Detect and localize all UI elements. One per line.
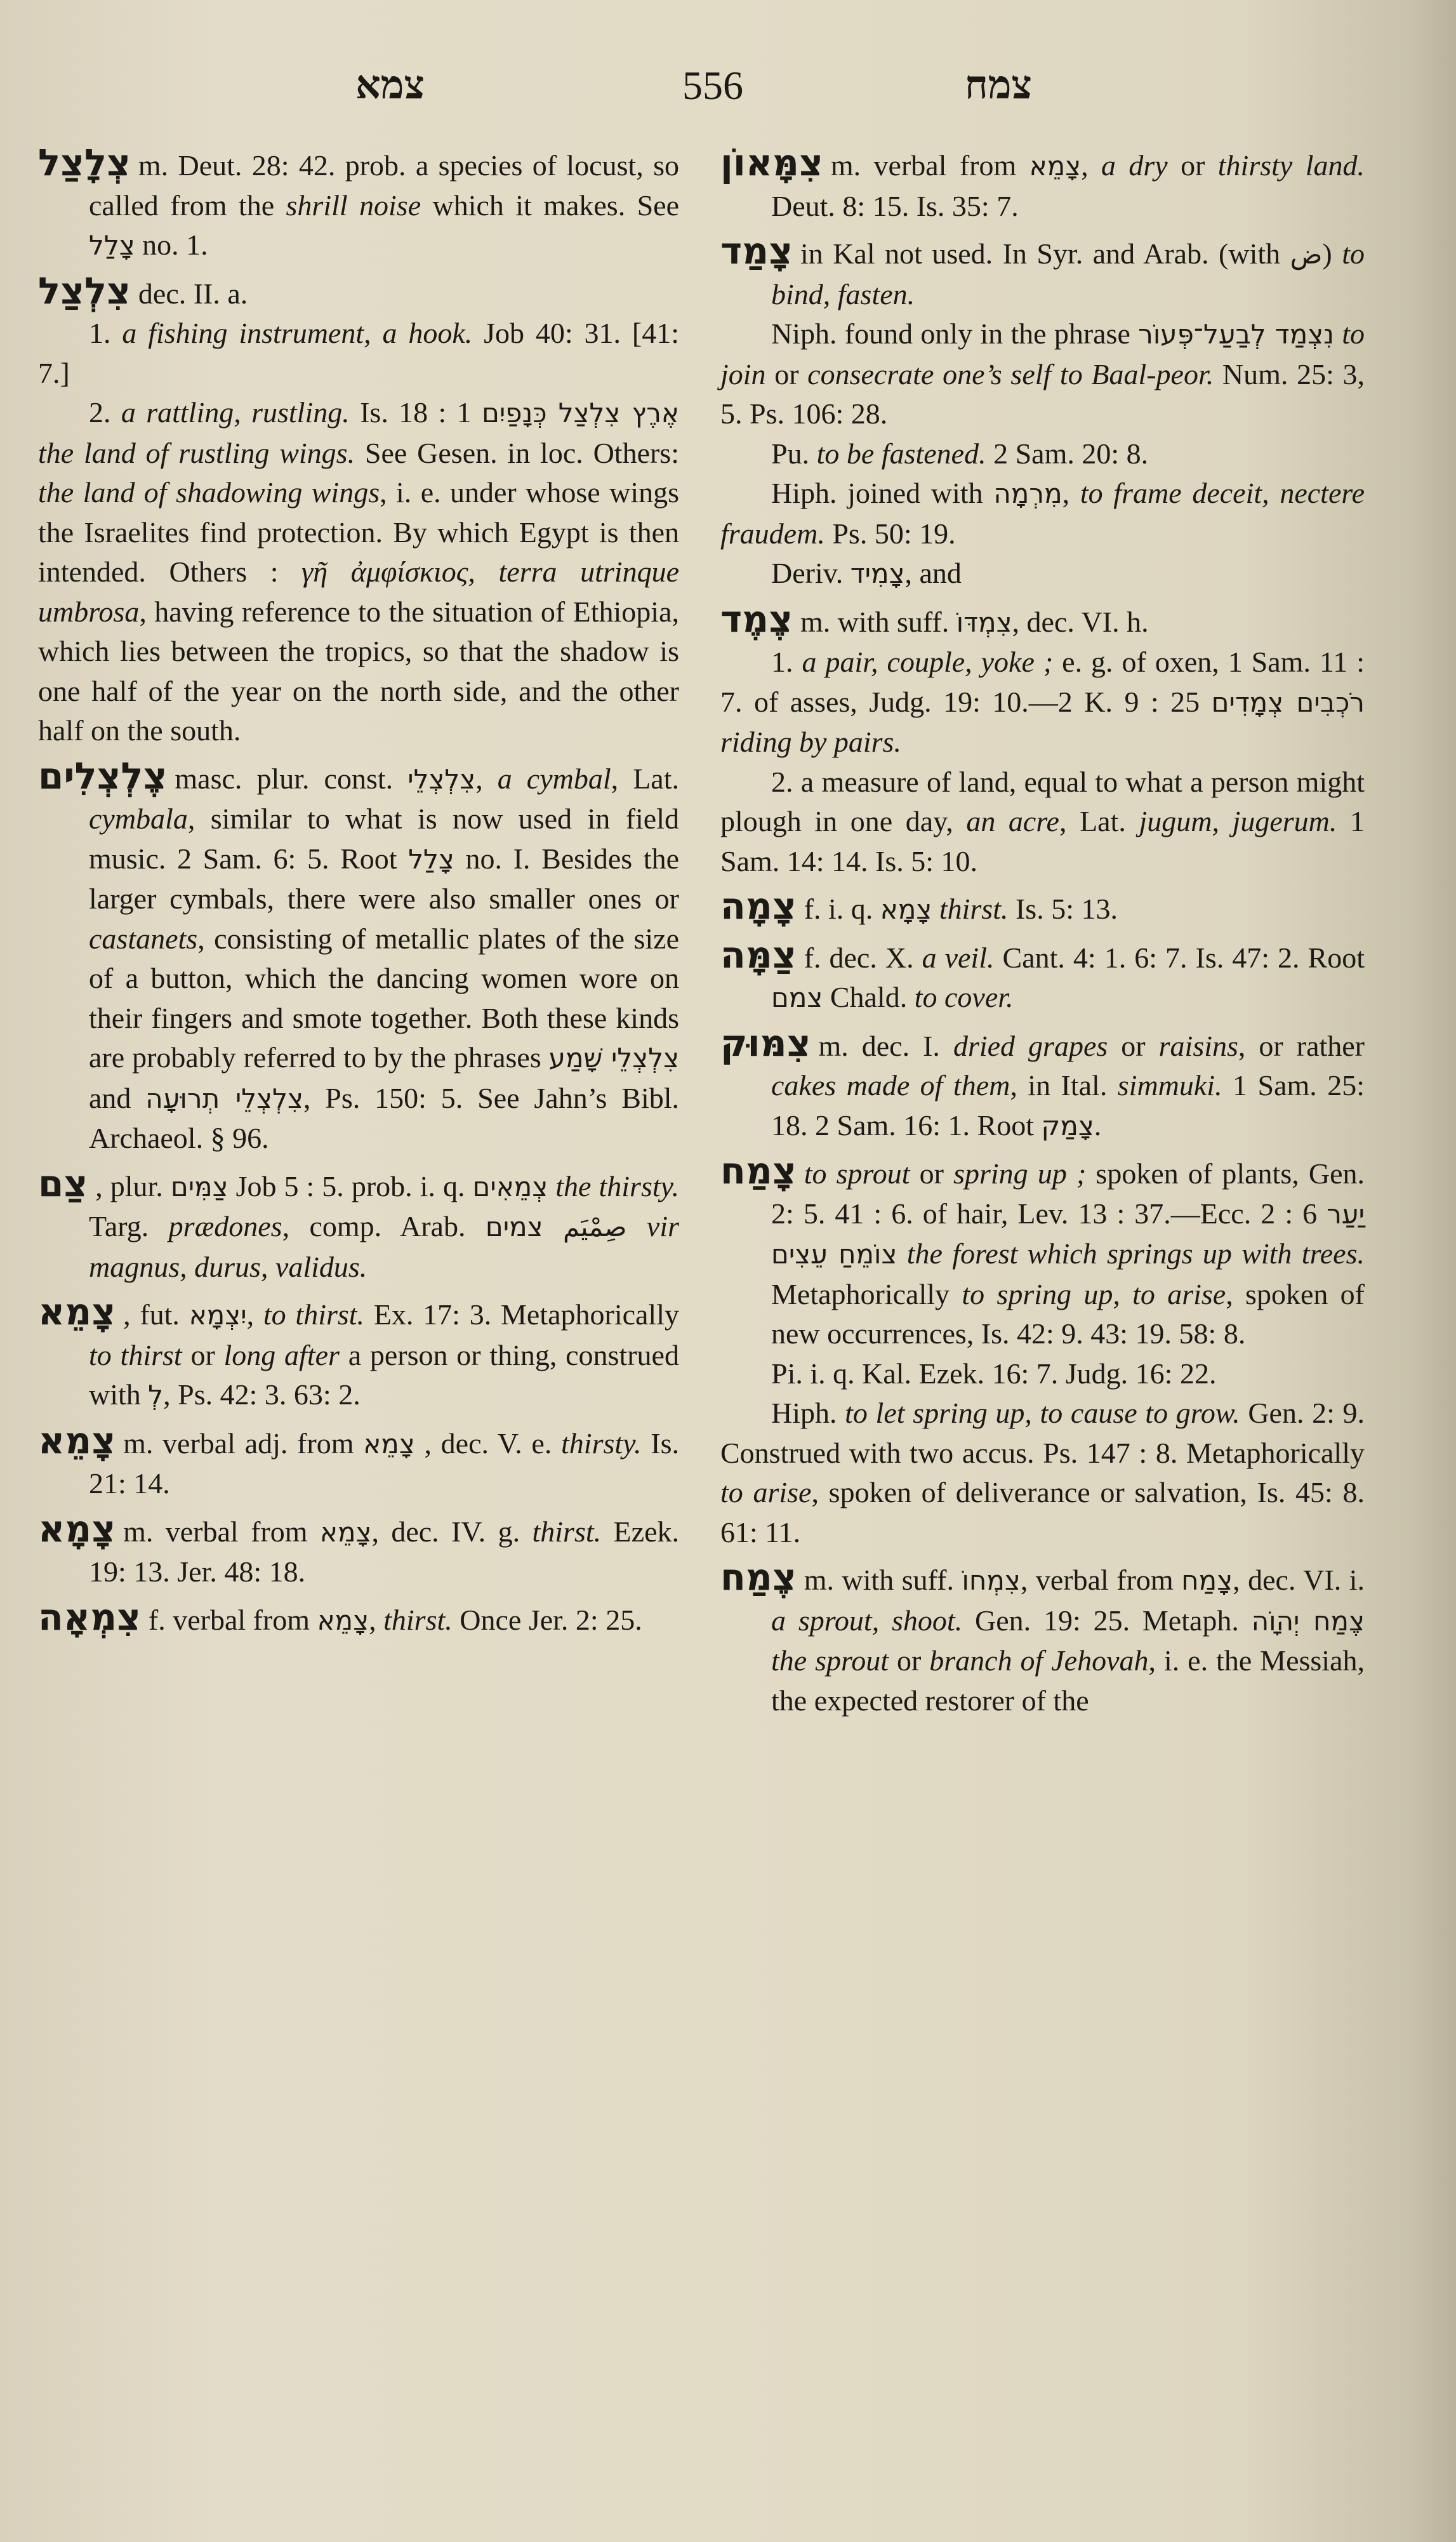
entry-text: Job 5 : 5. prob. i. q. xyxy=(228,1169,473,1202)
entry-text xyxy=(897,1237,906,1270)
entry-text: and xyxy=(89,1081,146,1114)
entry-text: f. i. q. xyxy=(804,893,880,925)
italic-gloss: raisins xyxy=(1158,1029,1238,1062)
hebrew-word: צַמִּים xyxy=(170,1171,228,1202)
entry-text xyxy=(1334,317,1342,350)
italic-gloss: the thirsty. xyxy=(555,1169,679,1202)
italic-gloss: to join xyxy=(720,317,1365,390)
entry-headword: צְלָצַל xyxy=(38,141,131,184)
left-column xyxy=(38,143,679,1646)
dictionary-entry xyxy=(38,1161,680,1288)
entry-text: , Lat. xyxy=(1059,805,1139,837)
entry-text: Once Jer. 2: 25. xyxy=(452,1603,642,1636)
dictionary-entry xyxy=(720,1151,1365,1552)
entry-text: , plur. xyxy=(95,1169,171,1202)
italic-gloss: castanets xyxy=(89,922,198,955)
entry-text: 2 Sam. 20: 8. xyxy=(986,437,1149,470)
entry-sense xyxy=(720,314,1365,434)
entry-headword: צָמָא xyxy=(38,1507,116,1550)
italic-gloss: the land of shadowing wings xyxy=(38,476,380,509)
dictionary-entry xyxy=(38,1509,679,1592)
entry-text: or xyxy=(182,1338,224,1371)
entry-text: Gen. 2: 9. Construed with two accus. Ps. 147 : 8. Metaphorically xyxy=(720,1397,1365,1469)
hebrew-word: צִלְצְלֵי שָׁמַע xyxy=(548,1042,679,1074)
italic-gloss: to thirst xyxy=(89,1338,182,1371)
entry-text: spoken of plants, Gen. 2: 5. 41 : 6. of hair, Lev. 13 : 37.—Ecc. 2 : 6 xyxy=(771,1157,1365,1230)
dictionary-entry xyxy=(720,886,1365,930)
entry-text: , comp. Arab. xyxy=(282,1210,486,1242)
entry-text: , dec. VI. h. xyxy=(1012,605,1149,638)
entry-sense xyxy=(720,554,1365,594)
entry-text: or xyxy=(1108,1029,1159,1062)
entry-text: , xyxy=(1081,149,1102,182)
hebrew-word: יַעַר צוֹמֵחַ עֵצִים xyxy=(771,1198,1365,1270)
italic-gloss: to spring up, to arise xyxy=(962,1277,1226,1310)
italic-gloss: shrill noise xyxy=(286,189,421,222)
hebrew-word: יִצְמָא xyxy=(189,1300,247,1331)
italic-gloss: a rattling, rustling. xyxy=(121,396,350,429)
hebrew-word: צֶמַח יְהוָֹה xyxy=(1251,1605,1365,1637)
italic-gloss: thirsty. xyxy=(561,1427,642,1460)
hebrew-word: צמים xyxy=(485,1211,543,1242)
entry-headword: צַמָּה xyxy=(720,933,797,976)
entry-text: , and xyxy=(904,557,962,589)
hebrew-word: ض xyxy=(1290,239,1323,270)
italic-gloss: to sprout xyxy=(804,1157,910,1190)
italic-gloss: jugum, jugerum. xyxy=(1139,805,1337,837)
entry-text: 2. xyxy=(89,396,121,429)
entry-text: Gen. 19: 25. Metaph. xyxy=(962,1604,1252,1637)
entry-text: no. 1. xyxy=(135,229,208,261)
entry-text: no. I. Besides the larger cymbals, there were also smaller ones or xyxy=(89,842,679,915)
hebrew-word: צִלְצְלֵי תְרוּעָה xyxy=(145,1082,303,1114)
italic-gloss: an acre xyxy=(966,805,1059,837)
entry-text: , spoken of deliverance or salvation, Is. 45: 8. 61: 11. xyxy=(720,1476,1365,1548)
entry-text: Is. 21: 14. xyxy=(89,1427,679,1500)
hebrew-word: צִמְחוֹ xyxy=(962,1565,1021,1596)
dictionary-entry xyxy=(38,1597,679,1641)
italic-gloss: to cover. xyxy=(914,981,1014,1013)
dictionary-entry xyxy=(720,935,1365,1018)
entry-text: Ezek. 19: 13. Jer. 48: 18. xyxy=(89,1515,679,1588)
entry-text: , or rather xyxy=(1238,1029,1365,1062)
entry-text: , xyxy=(1062,477,1080,509)
italic-gloss: to be fastened. xyxy=(816,437,986,470)
entry-sense xyxy=(720,434,1365,474)
entry-text: or xyxy=(910,1157,954,1190)
dictionary-entry xyxy=(38,1418,679,1504)
entry-text: , dec. V. e. xyxy=(414,1427,562,1460)
entry-text xyxy=(627,1210,647,1242)
italic-gloss: branch of Jehovah xyxy=(929,1644,1149,1677)
entry-sense xyxy=(720,762,1365,882)
entry-text: masc. plur. const. xyxy=(175,762,408,795)
italic-gloss: prædones xyxy=(168,1210,282,1242)
entry-text xyxy=(548,1170,555,1202)
running-header xyxy=(0,60,1456,111)
italic-gloss: long after xyxy=(223,1338,340,1371)
entry-headword: צֶמַח xyxy=(720,1555,797,1599)
italic-gloss: cymbala xyxy=(89,802,188,835)
hebrew-word: צָמַק xyxy=(1041,1110,1094,1141)
hebrew-word: צָמֵא xyxy=(363,1428,415,1460)
hebrew-word: צִלְצְלֵי xyxy=(407,763,476,795)
entry-text: f. dec. X. xyxy=(804,941,922,974)
entry-text: , having reference to the situation of Ethiopia, which lies between the tropics, so that the shadow is one half of the year on the north side, and the other half on the south. xyxy=(38,595,679,747)
entry-headword: צַם xyxy=(38,1161,88,1205)
entry-text: Ps. 50: 19. xyxy=(824,517,956,550)
hebrew-word: נִצְמַד לְבַעַל־פְּעוֹר xyxy=(1138,319,1334,350)
italic-gloss: thirst. xyxy=(532,1515,602,1548)
dictionary-entry xyxy=(720,1023,1365,1147)
entry-text: , similar to what is now used in field music. 2 Sam. 6: 5. Root xyxy=(89,802,679,875)
entry-text: , fut. xyxy=(123,1298,189,1331)
hebrew-word: צָמָא xyxy=(880,894,932,925)
entry-text: 1 Sam. 25: 18. 2 Sam. 16: 1. Root xyxy=(771,1069,1365,1141)
entry-text: m. with suff. xyxy=(804,1564,962,1596)
hebrew-word: מִרְמָה xyxy=(993,478,1062,509)
italic-gloss: the sprout xyxy=(771,1644,889,1677)
entry-sense xyxy=(38,314,679,393)
entry-text: Num. 25: 3, 5. Ps. 106: 28. xyxy=(720,357,1365,430)
hebrew-word: צָלַל xyxy=(89,230,135,261)
entry-text: or xyxy=(1167,149,1218,182)
entry-text: , i. e. the Messiah, the expected restorer of the xyxy=(771,1644,1365,1717)
entry-text: m. with suff. xyxy=(800,605,956,638)
page-number: 556 xyxy=(682,63,743,108)
italic-gloss: γῆ ἀμφίσκιος, terra utrinque umbrosa xyxy=(38,556,679,628)
italic-gloss: to thirst. xyxy=(263,1298,365,1331)
italic-gloss: a dry xyxy=(1101,149,1168,182)
entry-headword: צֶמֶד xyxy=(720,597,793,641)
entry-headword: צִמָּאוֹן xyxy=(720,141,823,184)
italic-gloss: spring up ; xyxy=(953,1157,1087,1190)
dictionary-entry xyxy=(720,599,1365,882)
italic-gloss: a cymbal xyxy=(497,762,611,795)
entry-text: or xyxy=(889,1644,930,1677)
entry-text: Hiph. joined with xyxy=(771,477,994,509)
italic-gloss: a fishing instrument, a hook. xyxy=(122,317,473,349)
entry-headword: צִמּוּק xyxy=(720,1021,811,1065)
entry-text: , i. e. under whose wings the Israelites find protection. By which Egypt is then intended. Others : xyxy=(38,476,680,588)
entry-sense xyxy=(720,642,1365,762)
italic-gloss: to frame deceit, nectere fraudem. xyxy=(720,477,1365,550)
entry-headword: צָמָה xyxy=(720,884,797,928)
entry-text: Is. 5: 13. xyxy=(1008,893,1118,925)
hebrew-word: صِمْيَم xyxy=(562,1211,627,1242)
entry-text: m. verbal from xyxy=(830,149,1029,182)
entry-text: ) xyxy=(1322,237,1342,270)
italic-gloss: thirst. xyxy=(939,893,1009,925)
hebrew-word: צִמְדּוֹ xyxy=(956,606,1012,638)
entry-text xyxy=(543,1210,563,1242)
italic-gloss: cakes made of them xyxy=(771,1069,1010,1101)
italic-gloss: a pair, couple, yoke ; xyxy=(802,646,1054,678)
hebrew-word: לְ xyxy=(148,1380,164,1411)
entry-text: , xyxy=(475,762,498,795)
entry-text: , dec. IV. g. xyxy=(371,1515,533,1548)
entry-sense xyxy=(38,393,679,751)
italic-gloss: thirst. xyxy=(383,1603,453,1636)
italic-gloss: to arise xyxy=(720,1476,812,1508)
italic-gloss: vir magnus, durus, validus. xyxy=(89,1210,680,1283)
entry-text: Niph. found only in the phrase xyxy=(771,317,1139,350)
entry-text: Cant. 4: 1. 6: 7. Is. 47: 2. Root xyxy=(994,941,1365,974)
hebrew-word: צמם xyxy=(771,982,823,1013)
entry-text: in Kal not used. In Syr. and Arab. (with xyxy=(800,237,1290,270)
entry-text: See Gesen. in loc. Others: xyxy=(355,436,679,469)
italic-gloss: thirsty land. xyxy=(1217,149,1365,182)
entry-text: or xyxy=(765,357,808,390)
entry-headword: צִלְצַל xyxy=(38,269,131,312)
entry-text: Deriv. xyxy=(771,557,850,589)
italic-gloss: a sprout, shoot. xyxy=(771,1604,963,1637)
entry-text: f. verbal from xyxy=(148,1603,317,1636)
entry-text: . xyxy=(1094,1108,1102,1141)
entry-text: m. verbal adj. from xyxy=(123,1427,364,1460)
entry-sense xyxy=(720,1354,1365,1394)
entry-text: , consisting of metallic plates of the size of a button, which the dancing women wore on their fingers and smote together. Both these kinds are probably referred to by the phrases xyxy=(89,922,679,1074)
entry-text: Is. 18 : 1 xyxy=(349,396,482,429)
entry-text: , Ps. 150: 5. See Jahn’s Bibl. Archaeol. § 96. xyxy=(89,1081,680,1154)
italic-gloss: dried grapes xyxy=(953,1029,1108,1062)
header-right-guide-word: צמח xyxy=(965,64,1032,107)
hebrew-word: צְמֵאִים xyxy=(472,1171,548,1202)
hebrew-word: אֶרֶץ צִלְצַל כְּנָפַיִם xyxy=(482,397,680,429)
entry-text: , verbal from xyxy=(1020,1564,1182,1596)
right-column xyxy=(720,143,1365,1726)
header-left-guide-word: צמא xyxy=(355,64,425,107)
entry-sense xyxy=(720,1394,1365,1552)
entry-text xyxy=(932,893,939,925)
entry-text: which it makes. See xyxy=(421,189,679,222)
entry-text: Job 40: 31. [41: 7.] xyxy=(38,317,680,389)
italic-gloss: the forest which springs up with trees. xyxy=(906,1237,1365,1270)
hebrew-word: צָמִיד xyxy=(850,558,905,589)
entry-text: Targ. xyxy=(89,1210,169,1242)
entry-headword: צָמֵא xyxy=(38,1290,116,1333)
italic-gloss: to let spring up, to cause to grow. xyxy=(845,1397,1240,1429)
entry-text: Pi. i. q. Kal. Ezek. 16: 7. Judg. 16: 22. xyxy=(771,1357,1217,1390)
italic-gloss: the land of rustling wings. xyxy=(38,436,355,469)
entry-text: , in Ital. xyxy=(1010,1069,1118,1101)
italic-gloss: to bind, fasten. xyxy=(771,237,1365,310)
entry-text: Chald. xyxy=(823,981,915,1013)
hebrew-word: צָמַח xyxy=(1181,1565,1233,1596)
hebrew-word: צָמֵא xyxy=(317,1604,369,1636)
hebrew-word: צָלַל xyxy=(408,843,454,875)
entry-text: , xyxy=(369,1603,384,1636)
hebrew-word: צָמֵא xyxy=(1029,150,1082,182)
entry-text: , spoken of new occurrences, Is. 42: 9. 43: 19. 58: 8. xyxy=(771,1277,1365,1350)
entry-headword: צָמַח xyxy=(720,1149,797,1192)
entry-headword: צִמְאָה xyxy=(38,1595,141,1639)
entry-text: , xyxy=(246,1298,263,1331)
dictionary-entry xyxy=(38,143,679,266)
entry-text: Hiph. xyxy=(771,1397,845,1429)
entry-text: Ex. 17: 3. Metaphorically xyxy=(364,1298,679,1331)
entry-text: Deut. 8: 15. Is. 35: 7. xyxy=(771,189,1019,222)
entry-sense xyxy=(720,474,1365,554)
dictionary-entry xyxy=(720,143,1365,226)
entry-text: m. dec. I. xyxy=(818,1029,953,1062)
italic-gloss: riding by pairs. xyxy=(720,726,901,758)
italic-gloss: consecrate one’s self to Baal-peor. xyxy=(807,357,1214,390)
dictionary-entry xyxy=(720,1557,1365,1720)
entry-headword: צָמַד xyxy=(720,229,793,272)
entry-text: Pu. xyxy=(771,437,817,470)
entry-text: , Lat. xyxy=(611,762,679,795)
entry-text: a person or thing, construed with xyxy=(89,1338,679,1411)
entry-text: e. g. of oxen, 1 Sam. 11 : 7. of asses, Judg. 19: 10.—2 K. 9 : 25 xyxy=(720,646,1365,718)
entry-text: 1. xyxy=(89,317,122,349)
italic-gloss: simmuki. xyxy=(1117,1069,1222,1101)
entry-headword: צֶלְצְלִים xyxy=(38,754,168,797)
italic-gloss: a veil. xyxy=(922,941,995,974)
hebrew-word: צָמֵא xyxy=(319,1516,372,1548)
entry-text: Metaphorically xyxy=(771,1277,962,1310)
entry-text: dec. II. a. xyxy=(138,277,248,310)
entry-text: m. verbal from xyxy=(123,1515,320,1548)
dictionary-entry xyxy=(38,271,679,751)
entry-text: , Ps. 42: 3. 63: 2. xyxy=(163,1378,361,1411)
entry-text: , dec. VI. i. xyxy=(1233,1564,1365,1596)
entry-text: 2. a measure of land, equal to what a person might plough in one day, xyxy=(720,765,1365,837)
dictionary-entry xyxy=(720,231,1365,594)
dictionary-entry xyxy=(38,1292,679,1416)
hebrew-word: רֹכְבִים צְמָדִים xyxy=(1211,686,1365,718)
dictionary-entry xyxy=(38,756,679,1159)
entry-text: m. Deut. 28: 42. prob. a species of locust, so called from the xyxy=(89,149,679,222)
entry-text: 1. xyxy=(771,646,802,678)
entry-text: 1 Sam. 14: 14. Is. 5: 10. xyxy=(720,805,1365,877)
entry-headword: צָמֵא xyxy=(38,1418,116,1462)
